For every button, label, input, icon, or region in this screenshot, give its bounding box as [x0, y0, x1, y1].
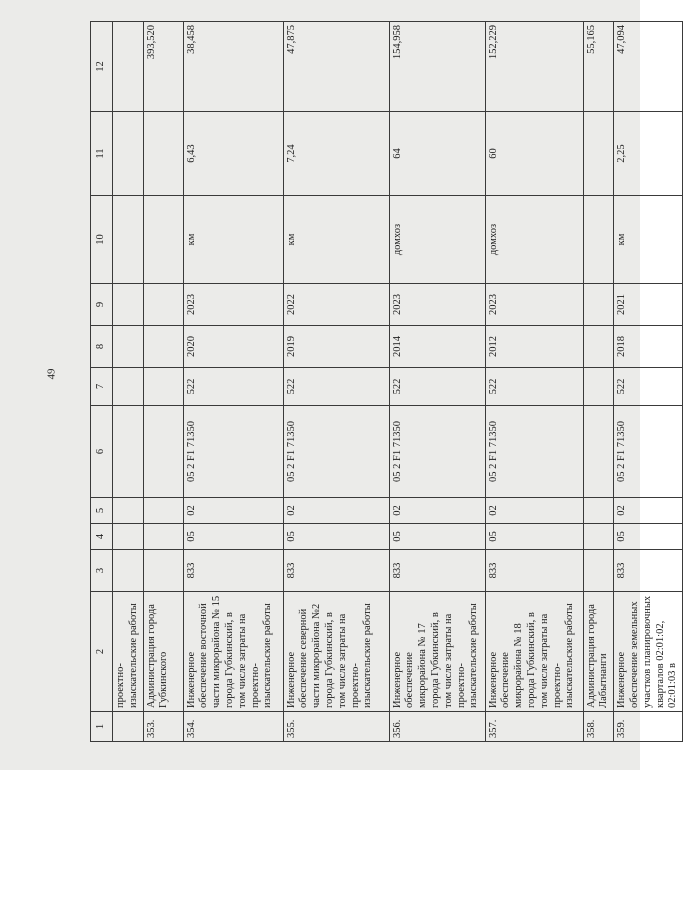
table-cell: 38,458 — [183, 22, 283, 112]
item-name-cell: Инженерное обеспечение земельных участков планировочных кварталов 02:01:02, 02:01:03 в — [614, 592, 683, 712]
header-cell: 8 — [91, 326, 113, 368]
table-cell: 522 — [389, 368, 485, 406]
table-cell — [583, 406, 614, 498]
table-cell: 02 — [283, 498, 389, 524]
table-cell: 2019 — [283, 326, 389, 368]
table-cell — [113, 196, 144, 284]
header-cell: 4 — [91, 524, 113, 550]
table-cell — [143, 368, 183, 406]
header-cell: 3 — [91, 550, 113, 592]
table-cell: 05 — [183, 524, 283, 550]
table-row — [143, 22, 183, 742]
table-cell: 393,520 — [143, 22, 183, 112]
table-cell: 05 2 F1 71350 — [183, 406, 283, 498]
table-cell: 2023 — [485, 284, 583, 326]
table-cell — [583, 550, 614, 592]
table-cell — [583, 326, 614, 368]
table-row — [583, 22, 614, 742]
header-cell: 12 — [91, 22, 113, 112]
item-name-cell: Инженерное обеспечение северной части микрорайона №2 города Губкинский, в том числе затраты на проектно-изыскательские работы — [283, 592, 389, 712]
table-cell: 47,094 — [614, 22, 683, 112]
table-cell — [583, 284, 614, 326]
rotated-table-container — [90, 22, 679, 742]
table-cell: 2,25 — [614, 112, 683, 196]
table-cell — [113, 22, 144, 112]
table-cell — [143, 112, 183, 196]
table-cell: 64 — [389, 112, 485, 196]
table-cell: 05 — [283, 524, 389, 550]
item-name-cell: Администрация города Лабытнанги — [583, 592, 614, 712]
table-cell: 2014 — [389, 326, 485, 368]
table-cell — [583, 524, 614, 550]
table-cell — [583, 498, 614, 524]
table-cell: 152,229 — [485, 22, 583, 112]
table-row — [614, 22, 683, 742]
table-cell: 05 2 F1 71350 — [283, 406, 389, 498]
table-cell — [143, 406, 183, 498]
table-cell: 7,24 — [283, 112, 389, 196]
header-cell: 9 — [91, 284, 113, 326]
header-cell: 6 — [91, 406, 113, 498]
table-cell: 05 — [614, 524, 683, 550]
table-cell — [583, 112, 614, 196]
table-cell: км — [283, 196, 389, 284]
table-cell: 2023 — [183, 284, 283, 326]
table-cell: км — [183, 196, 283, 284]
table-cell: 2018 — [614, 326, 683, 368]
table-cell: 02 — [183, 498, 283, 524]
table-row — [113, 22, 144, 742]
table-cell: 833 — [283, 550, 389, 592]
table-cell: 60 — [485, 112, 583, 196]
table-cell — [113, 550, 144, 592]
table-cell: 2020 — [183, 326, 283, 368]
table-cell: 154,958 — [389, 22, 485, 112]
table-cell: 05 — [485, 524, 583, 550]
row-number-cell: 355. — [283, 712, 389, 742]
table-cell: 522 — [183, 368, 283, 406]
table-cell: 02 — [389, 498, 485, 524]
table-body — [91, 22, 683, 742]
table-cell: 05 2 F1 71350 — [614, 406, 683, 498]
table-cell: 6,43 — [183, 112, 283, 196]
table-cell — [113, 368, 144, 406]
page-number: 49 — [45, 368, 58, 380]
table-cell: 2022 — [283, 284, 389, 326]
table-row — [389, 22, 485, 742]
row-number-cell — [113, 712, 144, 742]
row-number-cell: 359. — [614, 712, 683, 742]
header-cell: 10 — [91, 196, 113, 284]
row-number-cell: 358. — [583, 712, 614, 742]
table-cell: 05 2 F1 71350 — [485, 406, 583, 498]
item-name-cell: Инженерное обеспечение микрорайона № 18 города Губкинский, в том числе затраты на проектно-изыскательские работы — [485, 592, 583, 712]
table-cell — [143, 326, 183, 368]
header-cell: 5 — [91, 498, 113, 524]
table-cell — [113, 112, 144, 196]
table-cell: 05 — [389, 524, 485, 550]
table-cell — [113, 524, 144, 550]
table-cell: домхоз — [485, 196, 583, 284]
table-cell: 833 — [614, 550, 683, 592]
table-row — [183, 22, 283, 742]
table-cell — [113, 498, 144, 524]
table-cell: 522 — [485, 368, 583, 406]
table-cell — [143, 284, 183, 326]
row-number-cell: 354. — [183, 712, 283, 742]
table-row — [485, 22, 583, 742]
table-cell: 02 — [485, 498, 583, 524]
table-cell: 833 — [485, 550, 583, 592]
table-header-row — [91, 22, 113, 742]
table-cell: 55,165 — [583, 22, 614, 112]
table-cell: 05 2 F1 71350 — [389, 406, 485, 498]
header-cell: 7 — [91, 368, 113, 406]
item-name-cell: проектно-изыскательские работы — [113, 592, 144, 712]
header-cell: 1 — [91, 712, 113, 742]
item-name-cell: Инженерное обеспечение восточной части микрорайона № 15 города Губкинский, в том числе затраты на проектно-изыскательские работы — [183, 592, 283, 712]
table-cell: 522 — [283, 368, 389, 406]
header-cell: 11 — [91, 112, 113, 196]
header-cell: 2 — [91, 592, 113, 712]
table-cell: 522 — [614, 368, 683, 406]
item-name-cell: Администрация города Губкинского — [143, 592, 183, 712]
row-number-cell: 357. — [485, 712, 583, 742]
budget-table — [90, 21, 683, 742]
table-cell — [113, 406, 144, 498]
table-cell: км — [614, 196, 683, 284]
table-cell — [113, 326, 144, 368]
table-cell: 02 — [614, 498, 683, 524]
table-cell: 2023 — [389, 284, 485, 326]
table-cell — [583, 368, 614, 406]
row-number-cell: 353. — [143, 712, 183, 742]
row-number-cell: 356. — [389, 712, 485, 742]
table-cell: 2012 — [485, 326, 583, 368]
table-cell — [143, 498, 183, 524]
table-cell: 833 — [183, 550, 283, 592]
table-cell: 2021 — [614, 284, 683, 326]
item-name-cell: Инженерное обеспечение микрорайона № 17 города Губкинский, в том числе затраты на проектно-изыскательские работы — [389, 592, 485, 712]
table-cell — [113, 284, 144, 326]
table-cell: 833 — [389, 550, 485, 592]
table-cell — [143, 524, 183, 550]
table-cell: домхоз — [389, 196, 485, 284]
table-cell — [143, 196, 183, 284]
table-row — [283, 22, 389, 742]
table-cell — [583, 196, 614, 284]
table-cell: 47,875 — [283, 22, 389, 112]
table-cell — [143, 550, 183, 592]
